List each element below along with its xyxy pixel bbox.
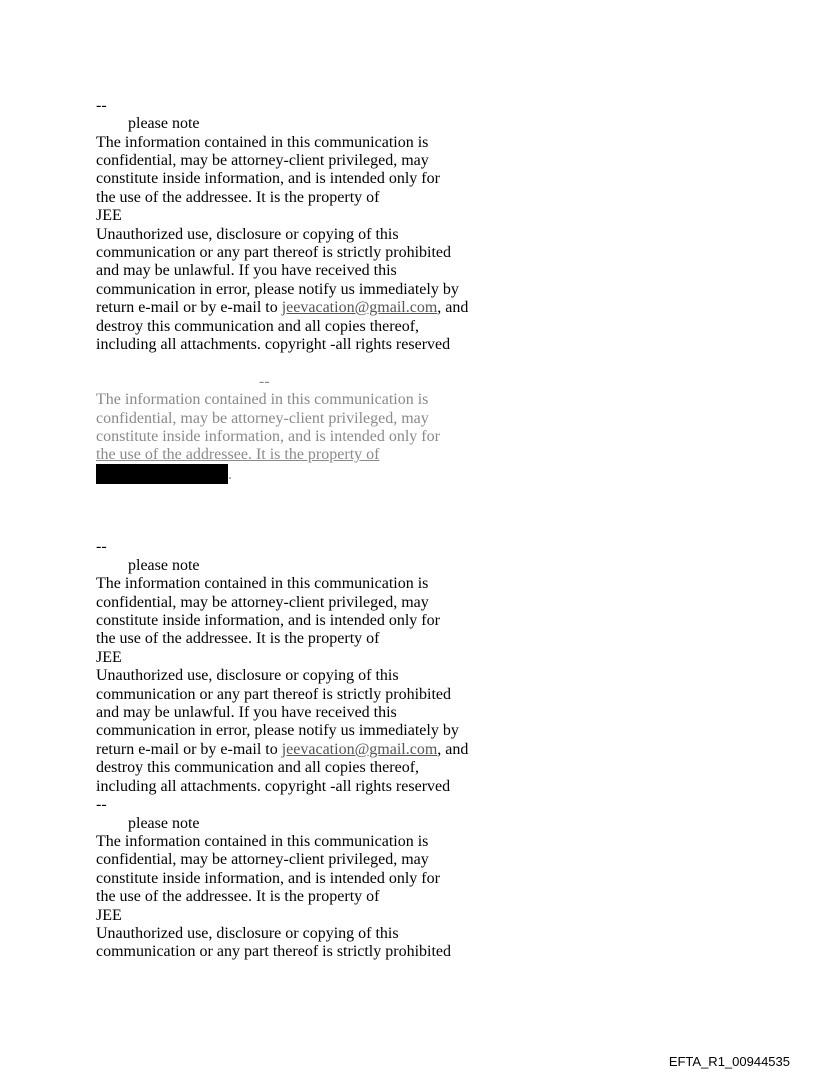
disclaimer-line: Unauthorized use, disclosure or copying of this xyxy=(96,226,399,243)
disclaimer-line: communication or any part thereof is strictly prohibited xyxy=(96,943,452,960)
quoted-line: confidential, may be attorney-client privileged, may xyxy=(96,410,429,427)
disclaimer-line: communication or any part thereof is strictly prohibited xyxy=(96,244,452,261)
please-note-heading: please note xyxy=(128,115,200,132)
email-link[interactable]: jeevacation@gmail.com xyxy=(281,741,438,758)
disclaimer-line: communication in error, please notify us immediately by xyxy=(96,722,459,739)
owner-name: JEE xyxy=(96,907,122,924)
disclaimer-line: constitute inside information, and is intended only for xyxy=(96,870,440,887)
disclaimer-line: confidential, may be attorney-client privileged, may xyxy=(96,594,429,611)
disclaimer-line: The information contained in this communication is xyxy=(96,575,429,592)
disclaimer-line: communication or any part thereof is strictly prohibited xyxy=(96,686,452,703)
redaction-period: . xyxy=(228,466,232,483)
disclaimer-line: Unauthorized use, disclosure or copying of this xyxy=(96,925,399,942)
disclaimer-line-with-email xyxy=(96,741,468,759)
please-note-heading: please note xyxy=(128,557,200,574)
disclaimer-line: communication in error, please notify us immediately by xyxy=(96,281,459,298)
quoted-line: The information contained in this communication is xyxy=(96,391,429,408)
disclaimer-line: Unauthorized use, disclosure or copying of this xyxy=(96,667,399,684)
disclaimer-line: the use of the addressee. It is the property of xyxy=(96,189,380,206)
quoted-line: constitute inside information, and is intended only for xyxy=(96,428,440,445)
disclaimer-line: destroy this communication and all copies thereof, xyxy=(96,318,420,335)
disclaimer-line: confidential, may be attorney-client privileged, may xyxy=(96,851,429,868)
disclaimer-line: destroy this communication and all copies thereof, xyxy=(96,759,420,776)
disclaimer-line: The information contained in this communication is xyxy=(96,833,429,850)
owner-name: JEE xyxy=(96,649,122,666)
signature-separator: -- xyxy=(96,538,107,555)
email-link[interactable]: jeevacation@gmail.com xyxy=(281,299,438,316)
disclaimer-text: return e-mail or by e-mail to xyxy=(96,299,282,316)
disclaimer-text: return e-mail or by e-mail to xyxy=(96,741,282,758)
disclaimer-line: including all attachments. copyright -all rights reserved xyxy=(96,336,451,353)
please-note-heading: please note xyxy=(128,815,200,832)
disclaimer-line: including all attachments. copyright -all rights reserved xyxy=(96,778,451,795)
quoted-separator: -- xyxy=(259,373,270,390)
disclaimer-line: the use of the addressee. It is the property of xyxy=(96,630,380,647)
disclaimer-line: constitute inside information, and is intended only for xyxy=(96,170,440,187)
disclaimer-line: the use of the addressee. It is the property of xyxy=(96,888,380,905)
disclaimer-line: constitute inside information, and is intended only for xyxy=(96,612,440,629)
disclaimer-line: The information contained in this communication is xyxy=(96,134,429,151)
quoted-line: the use of the addressee. It is the property of xyxy=(96,446,380,463)
disclaimer-line: and may be unlawful. If you have received this xyxy=(96,262,397,279)
signature-separator: -- xyxy=(96,796,107,813)
disclaimer-line-with-email xyxy=(96,299,468,317)
owner-name: JEE xyxy=(96,207,122,224)
redaction-bar xyxy=(96,464,228,484)
disclaimer-text: , and xyxy=(437,741,469,758)
disclaimer-text: , and xyxy=(437,299,469,316)
disclaimer-line: and may be unlawful. If you have received this xyxy=(96,704,397,721)
signature-separator: -- xyxy=(96,97,107,114)
document-id: EFTA_R1_00944535 xyxy=(668,1054,790,1069)
disclaimer-line: confidential, may be attorney-client privileged, may xyxy=(96,152,429,169)
